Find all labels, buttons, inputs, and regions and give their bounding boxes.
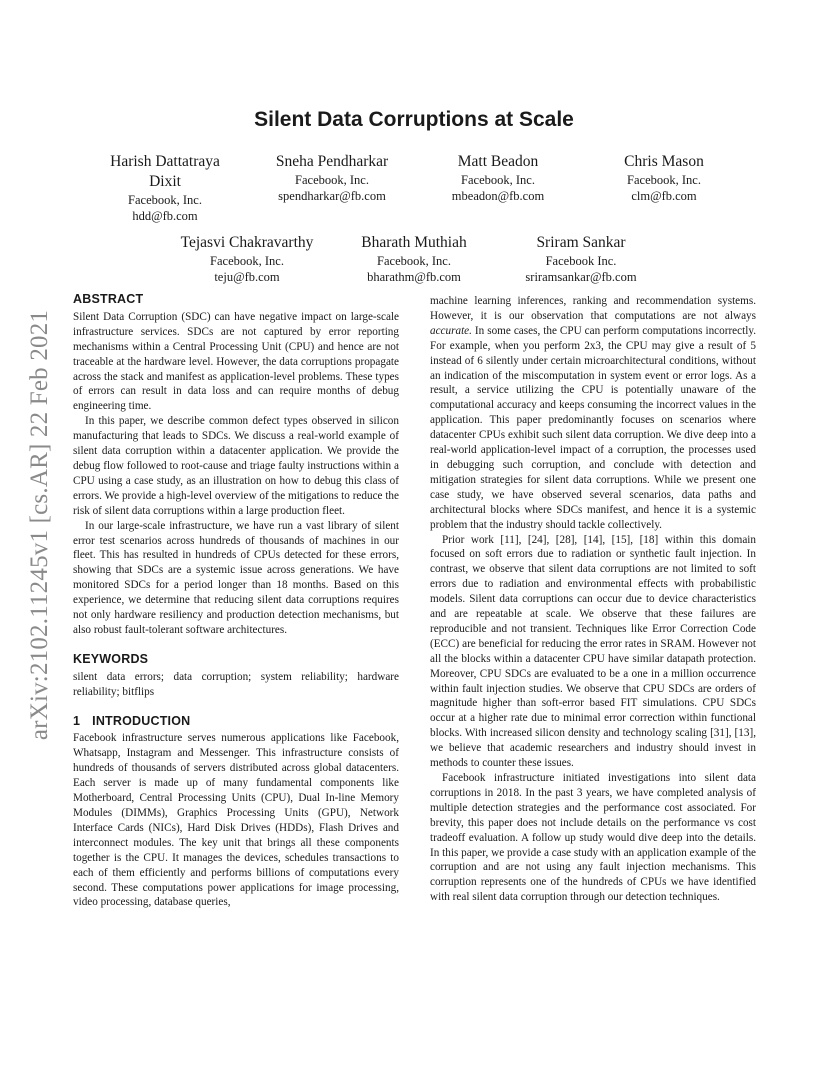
emphasized-word: accurate. bbox=[430, 324, 472, 337]
section-number: 1 bbox=[73, 713, 81, 728]
author-block bbox=[596, 152, 732, 204]
author-affiliation: Facebook, Inc. bbox=[461, 173, 535, 187]
author-name: Harish Dattatraya Dixit bbox=[110, 153, 220, 190]
intro-paragraph: Facebook infrastructure initiated investigations into silent data corruptions in 2018. In the past 3 years, we have completed analysis of multiple detection strategies and the performance cost associated. For brevity, this paper does not include details on the performance vs cost tradeoff evaluation. A follow up study would dive deep into the details. In this paper, we provide a case study with an application example of the corruption and are not using any fault injection mechanisms. This corruption represents one of the hundreds of CPUs we have identified with real silent data corruption through our detection techniques. bbox=[430, 772, 756, 904]
intro-text: machine learning inferences, ranking and recommendation systems. However, it is our observation that computations are not always bbox=[430, 295, 756, 322]
author-affiliation: Facebook, Inc. bbox=[210, 254, 284, 268]
abstract-paragraph: Silent Data Corruption (SDC) can have negative impact on large-scale infrastructure services. SDCs are not captured by error reporting mechanisms within a Central Processing Unit (CPU) and hence are not traceable at the hardware level. However, the data corruptions propagate across the stack and manifest as application-level problems. These types of errors can result in data loss and can require months of debug engineering time. bbox=[73, 310, 399, 413]
author-email: teju@fb.com bbox=[214, 270, 280, 284]
left-column bbox=[73, 292, 399, 910]
author-email: hdd@fb.com bbox=[132, 209, 198, 223]
author-affiliation: Facebook Inc. bbox=[545, 254, 617, 268]
author-affiliation: Facebook, Inc. bbox=[377, 254, 451, 268]
introduction-heading bbox=[73, 714, 399, 729]
author-email: mbeadon@fb.com bbox=[451, 189, 545, 203]
intro-text: In some cases, the CPU can perform computations incorrectly. For example, when you perform 2x3, the CPU may give a result of 5 instead of 6 silently under certain microarchitectural conditions, without an indication of the miscomputation in system event or error logs. As a result, a service utilizing the CPU is potentially unaware of the computational accuracy and keeps consuming the incorrect values in the application. This paper predominantly focuses on scenarios where datacenter CPUs exhibit such silent data corruption. We dive deep into a real-world application-level impact of a corruption, the processes used in debugging such corruption, and conclude with detection and mitigation strategies for silent data corruptions. While we present one case study, we have observed several scenarios, data paths and architectural blocks where SDCs manifest, and hence it is a systemic problem that the industry should tackle collectively. bbox=[430, 324, 756, 531]
author-block bbox=[250, 152, 414, 204]
author-name: Chris Mason bbox=[624, 153, 704, 170]
author-name: Sneha Pendharkar bbox=[275, 153, 389, 170]
arxiv-identifier: arXiv:2102.11245v1 [cs.AR] 22 Feb 2021 bbox=[26, 309, 53, 741]
author-name: Matt Beadon bbox=[457, 153, 539, 170]
author-email: spendharkar@fb.com bbox=[278, 189, 386, 203]
section-title: INTRODUCTION bbox=[92, 713, 191, 728]
author-block bbox=[342, 233, 486, 285]
author-affiliation: Facebook, Inc. bbox=[627, 173, 701, 187]
author-email: bharathm@fb.com bbox=[367, 270, 461, 284]
author-block bbox=[428, 152, 568, 204]
author-affiliation: Facebook, Inc. bbox=[295, 173, 369, 187]
intro-paragraph: Facebook infrastructure serves numerous applications like Facebook, Whatsapp, Instagram and Messenger. This infrastructure consists of hundreds of thousands of servers distributed across global datacenters. Each server is made up of many fundamental components like Motherboard, Central Processing Units (CPU), Dual In-line Memory Modules (DIMMs), Graphics Processing Units (GPU), Network Interface Cards (NICs), Hard Disk Drives (HDDs), Flash Drives and interconnect modules. The key unit that brings all these components together is the CPU. It manages the devices, schedules transactions to each of them efficiently and performs billions of computations every second. These computations power applications for image processing, video processing, database queries, bbox=[73, 732, 399, 909]
abstract-paragraph: In our large-scale infrastructure, we have run a vast library of silent error test scenarios across hundreds of thousands of machines in our fleet. This has resulted in hundreds of CPUs detected for these errors, showing that SDCs are a systemic issue across generations. We have monitored SDCs for a period longer than 18 months. Based on this experience, we determine that reducing silent data corruptions requires not only hardware resiliency and production detection mechanisms, but also robust fault-tolerant software architectures. bbox=[73, 519, 399, 636]
abstract-paragraph: In this paper, we describe common defect types observed in silicon manufacturing that leads to SDCs. We discuss a real-world example of silent data corruption within a datacenter application. We provide the debug flow followed to root-cause and triage faulty instructions within a CPU using a case study, as an illustration on how to debug this class of errors. We provide a high-level overview of the mitigations to reduce the risk of silent data corruptions within a large production fleet. bbox=[73, 415, 399, 517]
intro-paragraph: Prior work [11], [24], [28], [14], [15], [18] within this domain focused on soft errors due to radiation or synthetic fault injection. In contrast, we observe that silent data corruptions are not limited to soft errors due to radiation and environmental effects with probabilistic models. Silent data corruptions can occur due to device characteristics and are repeatable at scale. We observe that these failures are reproducible and not transient. Techniques like Error Correction Code (ECC) are beneficial for reducing the error rates in SRAM. However not all the blocks within a datacenter CPU have similar datapath protection. Moreover, CPU SDCs are evaluated to be a one in a million occurrence within fault injection studies. We observe that CPU SDCs are orders of magnitude higher than soft-error based FIT simulations. CPU SDCs occur at a higher rate due to minimal error correction within functional blocks. With increased silicon density and technology scaling [31], [13], we believe that academic researchers and industry should invest in methods to counter these issues. bbox=[430, 533, 756, 770]
author-email: clm@fb.com bbox=[631, 189, 697, 203]
author-block bbox=[164, 233, 330, 285]
author-block bbox=[506, 233, 656, 285]
keywords-text: silent data errors; data corruption; system reliability; hardware reliability; bitflips bbox=[73, 670, 399, 698]
right-column bbox=[430, 294, 756, 905]
author-name: Bharath Muthiah bbox=[361, 234, 467, 251]
author-name: Tejasvi Chakravarthy bbox=[180, 234, 314, 251]
author-name: Sriram Sankar bbox=[536, 234, 626, 251]
arxiv-side-stamp bbox=[18, 290, 62, 760]
keywords-heading: KEYWORDS bbox=[73, 651, 149, 666]
author-affiliation: Facebook, Inc. bbox=[128, 193, 202, 207]
author-email: sriramsankar@fb.com bbox=[525, 270, 637, 284]
abstract-heading: ABSTRACT bbox=[73, 292, 144, 306]
paper-title: Silent Data Corruptions at Scale bbox=[254, 108, 574, 131]
author-block bbox=[100, 152, 230, 224]
intro-paragraph-continued bbox=[430, 294, 756, 533]
